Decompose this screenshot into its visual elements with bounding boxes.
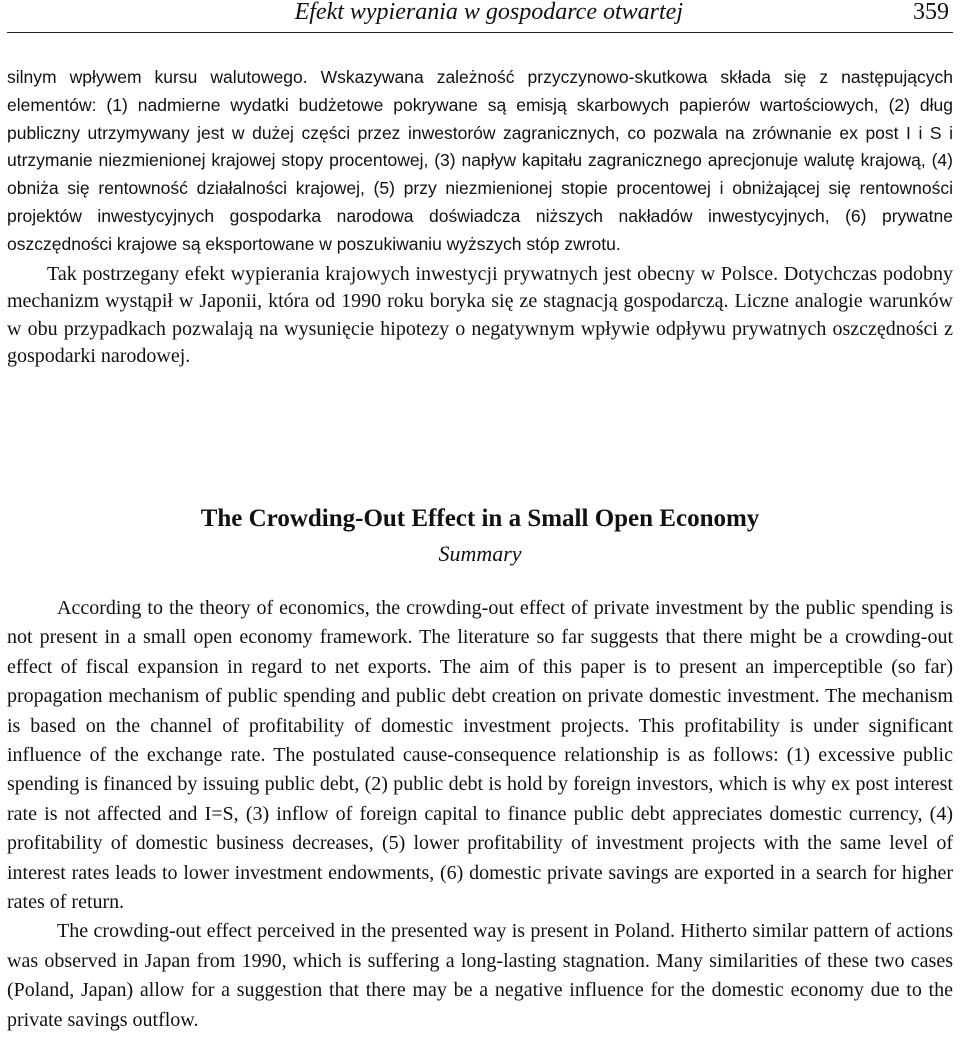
english-article-title: The Crowding-Out Effect in a Small Open Economy <box>200 504 760 532</box>
polish-paragraph-2: Tak postrzegany efekt wypierania krajowych inwestycji prywatnych jest obecny w Polsce. Dotychczas podobny mechanizm wystąpił w Japonii, która od 1990 roku boryka się ze stagnacją gospodarczą. Liczne analogie warunków w obu przypadkach pozwalają na wysunięcie hipotezy o negatywnym wpływie odpływu prywatnych oszczędności z gospodarki narodowej. <box>7 262 953 368</box>
english-summary <box>7 594 953 1035</box>
page-number: 359 <box>913 0 949 25</box>
polish-summary-continuation <box>7 64 953 371</box>
running-header <box>7 0 953 33</box>
english-summary-paragraph-2: The crowding-out effect perceived in the presented way is present in Poland. Hitherto similar pattern of actions was observed in Japan from 1990, which is suffering a long-lasting stagnation. Many similarities of these two cases (Poland, Japan) allow for a suggestion that there may be a negative influence for the domestic economy due to the private savings outflow. <box>7 920 953 1031</box>
summary-heading: Summary <box>438 541 522 566</box>
english-summary-paragraph-1: According to the theory of economics, the crowding-out effect of private investment by the public spending is not present in a small open economy framework. The literature so far suggests that there might be a crowding-out effect of fiscal expansion in regard to net exports. The aim of this paper is to present an imperceptible (so far) propagation mechanism of public spending and public debt creation on private domestic investment. The mechanism is based on the channel of profitability of domestic investment projects. This profitability is under significant influence of the exchange rate. The postulated cause-consequence relationship is as follows: (1) excessive public spending is financed by issuing public debt, (2) public debt is hold by foreign investors, which is why ex post interest rate is not affected and I=S, (3) inflow of foreign capital to finance public debt appreciates domestic currency, (4) profitability of domestic business decreases, (5) lower profitability of investment projects with the same level of interest rates leads to lower investment endowments, (6) domestic private savings are exported in a search for higher rates of return. <box>7 597 953 914</box>
running-title: Efekt wypierania w gospodarce otwartej <box>294 0 683 25</box>
polish-paragraph-1: silnym wpływem kursu walutowego. Wskazywana zależność przyczynowo-skutkowa składa się z następujących elementów: (1) nadmierne wydatki budżetowe pokrywane są emisją skarbowych papierów wartościowych, (2) dług publiczny utrzymywany jest w dużej części przez inwestorów zagranicznych, co pozwala na zrównanie ex post I i S i utrzymanie niezmienionej krajowej stopy procentowej, (3) napływ kapitału zagranicznego aprecjonuje walutę krajową, (4) obniża się rentowność działalności krajowej, (5) przy niezmienionej stopie procentowej i obniżającej się rentowności projektów inwestycyjnych gospodarka narodowa doświadcza niższych nakładów inwestycyjnych, (6) prywatne oszczędności krajowe są eksportowane w poszukiwaniu wyższych stóp zwrotu. <box>7 67 953 254</box>
